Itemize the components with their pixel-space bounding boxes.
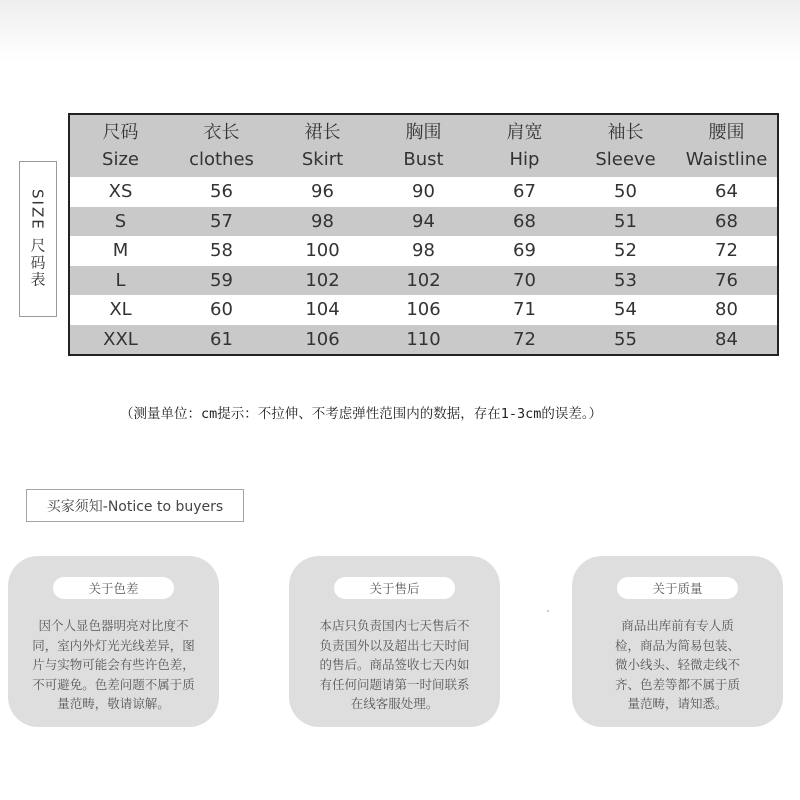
card-line: 微小线头、轻微走线不 [614, 657, 740, 672]
table-cell: 90 [412, 181, 435, 203]
table-cell: 68 [513, 210, 536, 232]
table-cell: 94 [412, 210, 435, 232]
size-chart-side-label [19, 161, 57, 317]
table-cell: XXL [103, 328, 138, 350]
table-cell: 69 [513, 240, 536, 262]
card-body [586, 616, 769, 714]
table-cell: 71 [513, 299, 536, 321]
card-line: 有任何问题请第一时间联系 [319, 676, 470, 692]
table-row [70, 236, 777, 266]
card-line: 的售后。商品签收七天内如 [319, 657, 470, 672]
decorative-dot [547, 610, 549, 612]
card-title: 关于售后 [334, 577, 455, 599]
table-cell: 72 [513, 328, 536, 350]
table-cell: 104 [305, 299, 340, 321]
header-bust: 胸围 Bust [403, 122, 444, 170]
header-size: 尺码 Size [102, 122, 139, 170]
table-cell: 57 [210, 210, 233, 232]
card-after-sales [289, 556, 500, 727]
card-line: 在线客服处理。 [350, 696, 439, 711]
table-cell: 106 [406, 299, 441, 321]
header-skirt: 裙长 Skirt [301, 122, 344, 170]
header-clothes: 衣长 clothes [189, 122, 254, 170]
card-line: 本店只负责国内七天售后不 [319, 618, 470, 633]
table-cell: 100 [305, 240, 340, 262]
card-line: 不可避免。色差问题不属于质 [32, 676, 195, 692]
table-cell: 54 [614, 299, 637, 321]
card-line: 检，商品为简易包装、 [614, 637, 740, 653]
table-cell: 98 [311, 210, 334, 232]
card-line: 量范畴，敬请谅解。 [57, 696, 170, 711]
table-cell: 96 [311, 181, 334, 203]
table-cell: 60 [210, 299, 233, 321]
table-cell: 50 [614, 181, 637, 203]
table-cell: 52 [614, 240, 637, 262]
card-line: 量范畴，请知悉。 [627, 696, 728, 711]
table-cell: 102 [406, 269, 441, 291]
card-line: 因个人显色器明亮对比度不 [38, 618, 189, 633]
table-cell: 72 [715, 240, 738, 262]
table-cell: S [114, 210, 127, 232]
card-title: 关于质量 [617, 577, 738, 599]
table-cell: M [112, 240, 129, 262]
table-cell: 61 [210, 328, 233, 350]
table-row [70, 295, 777, 325]
table-cell: 98 [412, 240, 435, 262]
table-cell: 67 [513, 181, 536, 203]
table-row [70, 325, 777, 355]
measurement-note: （测量单位：cm提示：不拉伸、不考虑弹性范围内的数据，存在1-3cm的误差。） [120, 406, 603, 422]
table-cell: 56 [210, 181, 233, 203]
table-cell: 102 [305, 269, 340, 291]
card-line: 商品出库前有专人质 [621, 618, 734, 633]
top-background-band [0, 0, 800, 62]
table-cell: 58 [210, 240, 233, 262]
card-quality [572, 556, 783, 727]
table-cell: 110 [406, 328, 441, 350]
card-line: 负责国外以及超出七天时间 [319, 637, 470, 653]
notice-to-buyers-title: 买家须知-Notice to buyers [26, 489, 244, 522]
card-title: 关于色差 [53, 577, 174, 599]
header-waistline: 腰围 Waistline [685, 122, 768, 170]
header-hip: 肩宽 Hip [506, 122, 543, 170]
table-row [70, 207, 777, 237]
table-cell: XL [109, 299, 132, 321]
card-line: 片与实物可能会有些许色差， [32, 657, 195, 672]
side-label-text: SIZE 尺码表 [28, 189, 47, 289]
card-line: 齐、色差等都不属于质 [614, 676, 740, 692]
card-body [22, 616, 205, 714]
table-cell: 84 [715, 328, 738, 350]
table-row [70, 177, 777, 207]
table-cell: 70 [513, 269, 536, 291]
table-cell: 106 [305, 328, 340, 350]
table-cell: XS [108, 181, 133, 203]
table-cell: 53 [614, 269, 637, 291]
table-cell: 68 [715, 210, 738, 232]
card-color-difference [8, 556, 219, 727]
table-row [70, 266, 777, 296]
table-cell: 55 [614, 328, 637, 350]
table-cell: L [115, 269, 126, 291]
header-sleeve: 袖长 Sleeve [595, 122, 656, 170]
table-cell: 51 [614, 210, 637, 232]
card-line: 同，室内外灯光光线差异，图 [32, 637, 195, 653]
size-table [70, 115, 777, 354]
table-cell: 64 [715, 181, 738, 203]
table-cell: 59 [210, 269, 233, 291]
size-chart-table [68, 113, 779, 356]
table-cell: 80 [715, 299, 738, 321]
table-header-row [70, 115, 777, 177]
table-cell: 76 [715, 269, 738, 291]
card-body [303, 616, 486, 714]
